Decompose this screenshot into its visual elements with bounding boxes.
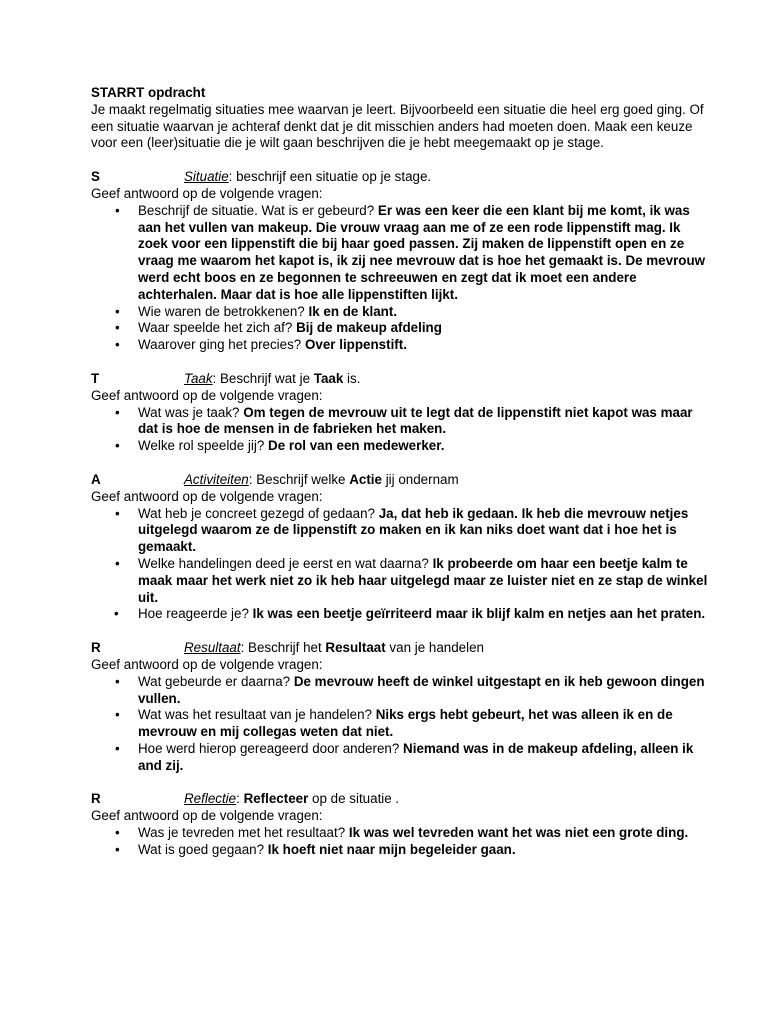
question-text: Beschrijf de situatie. Wat is er gebeurd? xyxy=(138,202,375,218)
section-desc-bold: Resultaat xyxy=(325,640,386,656)
section-letter: S xyxy=(91,169,100,185)
question-list xyxy=(91,825,711,859)
question-list xyxy=(91,674,711,775)
list-item xyxy=(138,337,711,354)
section-desc: van je handelen xyxy=(385,640,484,656)
section-term: Reflectie xyxy=(184,791,237,807)
section-heading xyxy=(91,371,711,388)
section-desc: op de situatie . xyxy=(308,791,400,807)
answer-text: De mevrouw heeft de winkel uitgestapt en ik heb gewoon dingen vullen. xyxy=(138,673,705,706)
section-desc: : xyxy=(236,791,244,807)
list-item xyxy=(138,842,711,859)
section-letter: R xyxy=(91,791,101,807)
list-item xyxy=(138,506,711,556)
question-text: Was je tevreden met het resultaat? xyxy=(138,825,346,841)
list-item xyxy=(91,606,711,623)
answer-text: Bij de makeup afdeling xyxy=(296,320,442,336)
question-text: Waarover ging het precies? xyxy=(138,337,302,353)
section-letter: T xyxy=(91,370,100,386)
section-desc-bold: Reflecteer xyxy=(243,791,309,807)
section-taak xyxy=(91,371,711,455)
document-title: STARRT opdracht xyxy=(91,85,206,100)
section-situatie xyxy=(91,169,711,354)
section-desc: : Beschrijf welke xyxy=(248,471,350,487)
list-item xyxy=(138,707,711,741)
prompt-text: Geef antwoord op de volgende vragen: xyxy=(91,488,323,504)
question-text: Wat was het resultaat van je handelen? xyxy=(138,707,372,723)
section-desc: : beschrijf een situatie op je stage. xyxy=(228,169,432,185)
question-text: Wat gebeurde er daarna? xyxy=(138,673,291,689)
list-item xyxy=(138,674,711,708)
section-activiteiten xyxy=(91,472,711,623)
section-heading xyxy=(91,472,711,489)
question-text: Welke rol speelde jij? xyxy=(138,438,265,454)
list-item xyxy=(138,825,711,842)
section-desc: : Beschrijf het xyxy=(240,640,326,656)
list-item xyxy=(138,203,711,304)
question-list xyxy=(91,203,711,354)
section-term: Resultaat xyxy=(184,640,241,656)
answer-text: Over lippenstift. xyxy=(305,337,407,353)
answer-text: Er was een keer die een klant bij me komt, ik was aan het vullen van makeup. Die vrouw vraag aan me of ze een rode lippenstift mag. Ik zoek voor een lippenstift die bij haar goed passen. Zij maken de lippenstift open en ze vraag me waarom het kapot is, ik zij nee mevrouw dat is hoe het gemaakt is. De mevrouw werd echt boos en ze begonnen te schreeuwen en zegt dat ik moet een andere achterhalen. Maar dat is hoe alle lippenstiften lijkt. xyxy=(138,202,706,302)
section-heading xyxy=(91,791,711,808)
list-item xyxy=(138,556,711,606)
section-resultaat xyxy=(91,640,711,774)
answer-text: Ik was een beetje geïrriteerd maar ik blijf kalm en netjes aan het praten. xyxy=(252,606,706,622)
answer-text: Ik probeerde om haar een beetje kalm te maak maar het werk niet zo ik heb haar uitgelegd maar ze luister niet en ze stap de winkel uit. xyxy=(138,555,708,605)
prompt-text: Geef antwoord op de volgende vragen: xyxy=(91,656,323,672)
section-letter: A xyxy=(91,471,101,487)
answer-text: Ja, dat heb ik gedaan. Ik heb die mevrouw netjes uitgelegd waarom ze de lippenstift zo maken en ik kan niks doet want dat i hoe het is gemaakt. xyxy=(138,505,689,555)
answer-text: Niemand was in de makeup afdeling, alleen ik and zij. xyxy=(138,740,694,773)
list-item xyxy=(138,741,711,775)
section-desc: jij ondernam xyxy=(381,471,459,487)
question-text: Hoe werd hierop gereageerd door anderen? xyxy=(138,740,400,756)
question-text: Welke handelingen deed je eerst en wat daarna? xyxy=(138,555,429,571)
prompt-text: Geef antwoord op de volgende vragen: xyxy=(91,185,323,201)
section-term: Situatie xyxy=(184,169,229,185)
section-heading xyxy=(91,640,711,657)
question-text: Wat heb je concreet gezegd of gedaan? xyxy=(138,505,375,521)
prompt-text: Geef antwoord op de volgende vragen: xyxy=(91,808,323,824)
section-reflectie xyxy=(91,791,711,858)
question-list xyxy=(91,506,711,624)
section-desc-bold: Taak xyxy=(313,370,344,386)
list-item xyxy=(138,320,711,337)
question-text: Wat was je taak? xyxy=(138,404,240,420)
answer-text: Niks ergs hebt gebeurt, het was alleen ik en de mevrouw en mij collegas weten dat niet. xyxy=(138,707,673,740)
section-heading xyxy=(91,169,711,186)
section-letter: R xyxy=(91,640,101,656)
section-term: Activiteiten xyxy=(184,471,249,487)
answer-text: Ik was wel tevreden want het was niet een grote ding. xyxy=(348,825,689,841)
section-desc-bold: Actie xyxy=(349,471,382,487)
list-item xyxy=(138,438,711,455)
question-list xyxy=(91,405,711,455)
section-desc: : Beschrijf wat je xyxy=(212,370,314,386)
question-text: Waar speelde het zich af? xyxy=(138,320,293,336)
list-item xyxy=(138,405,711,439)
question-text: Wat is goed gegaan? xyxy=(138,841,265,857)
document-page xyxy=(91,85,711,859)
answer-text: Ik en de klant. xyxy=(308,303,398,319)
answer-text: De rol van een medewerker. xyxy=(268,438,445,454)
answer-text: Ik hoeft niet naar mijn begeleider gaan. xyxy=(267,841,516,857)
prompt-text: Geef antwoord op de volgende vragen: xyxy=(91,387,323,403)
answer-text: Om tegen de mevrouw uit te legt dat de lippenstift niet kapot was maar dat is hoe de mensen in de fabrieken het maken. xyxy=(138,404,693,437)
intro-paragraph: Je maakt regelmatig situaties mee waarvan je leert. Bijvoorbeeld een situatie die heel erg goed ging. Of een situatie waarvan je achteraf denkt dat je dit misschien anders had moeten doen. Maak een keuze voor een (leer)situatie die je wilt gaan beschrijven die je hebt meegemaakt op je stage. xyxy=(91,101,704,151)
section-desc: is. xyxy=(343,370,361,386)
section-term: Taak xyxy=(184,370,213,386)
question-text: Hoe reageerde je? xyxy=(138,606,249,622)
list-item xyxy=(138,304,711,321)
question-text: Wie waren de betrokkenen? xyxy=(138,303,305,319)
